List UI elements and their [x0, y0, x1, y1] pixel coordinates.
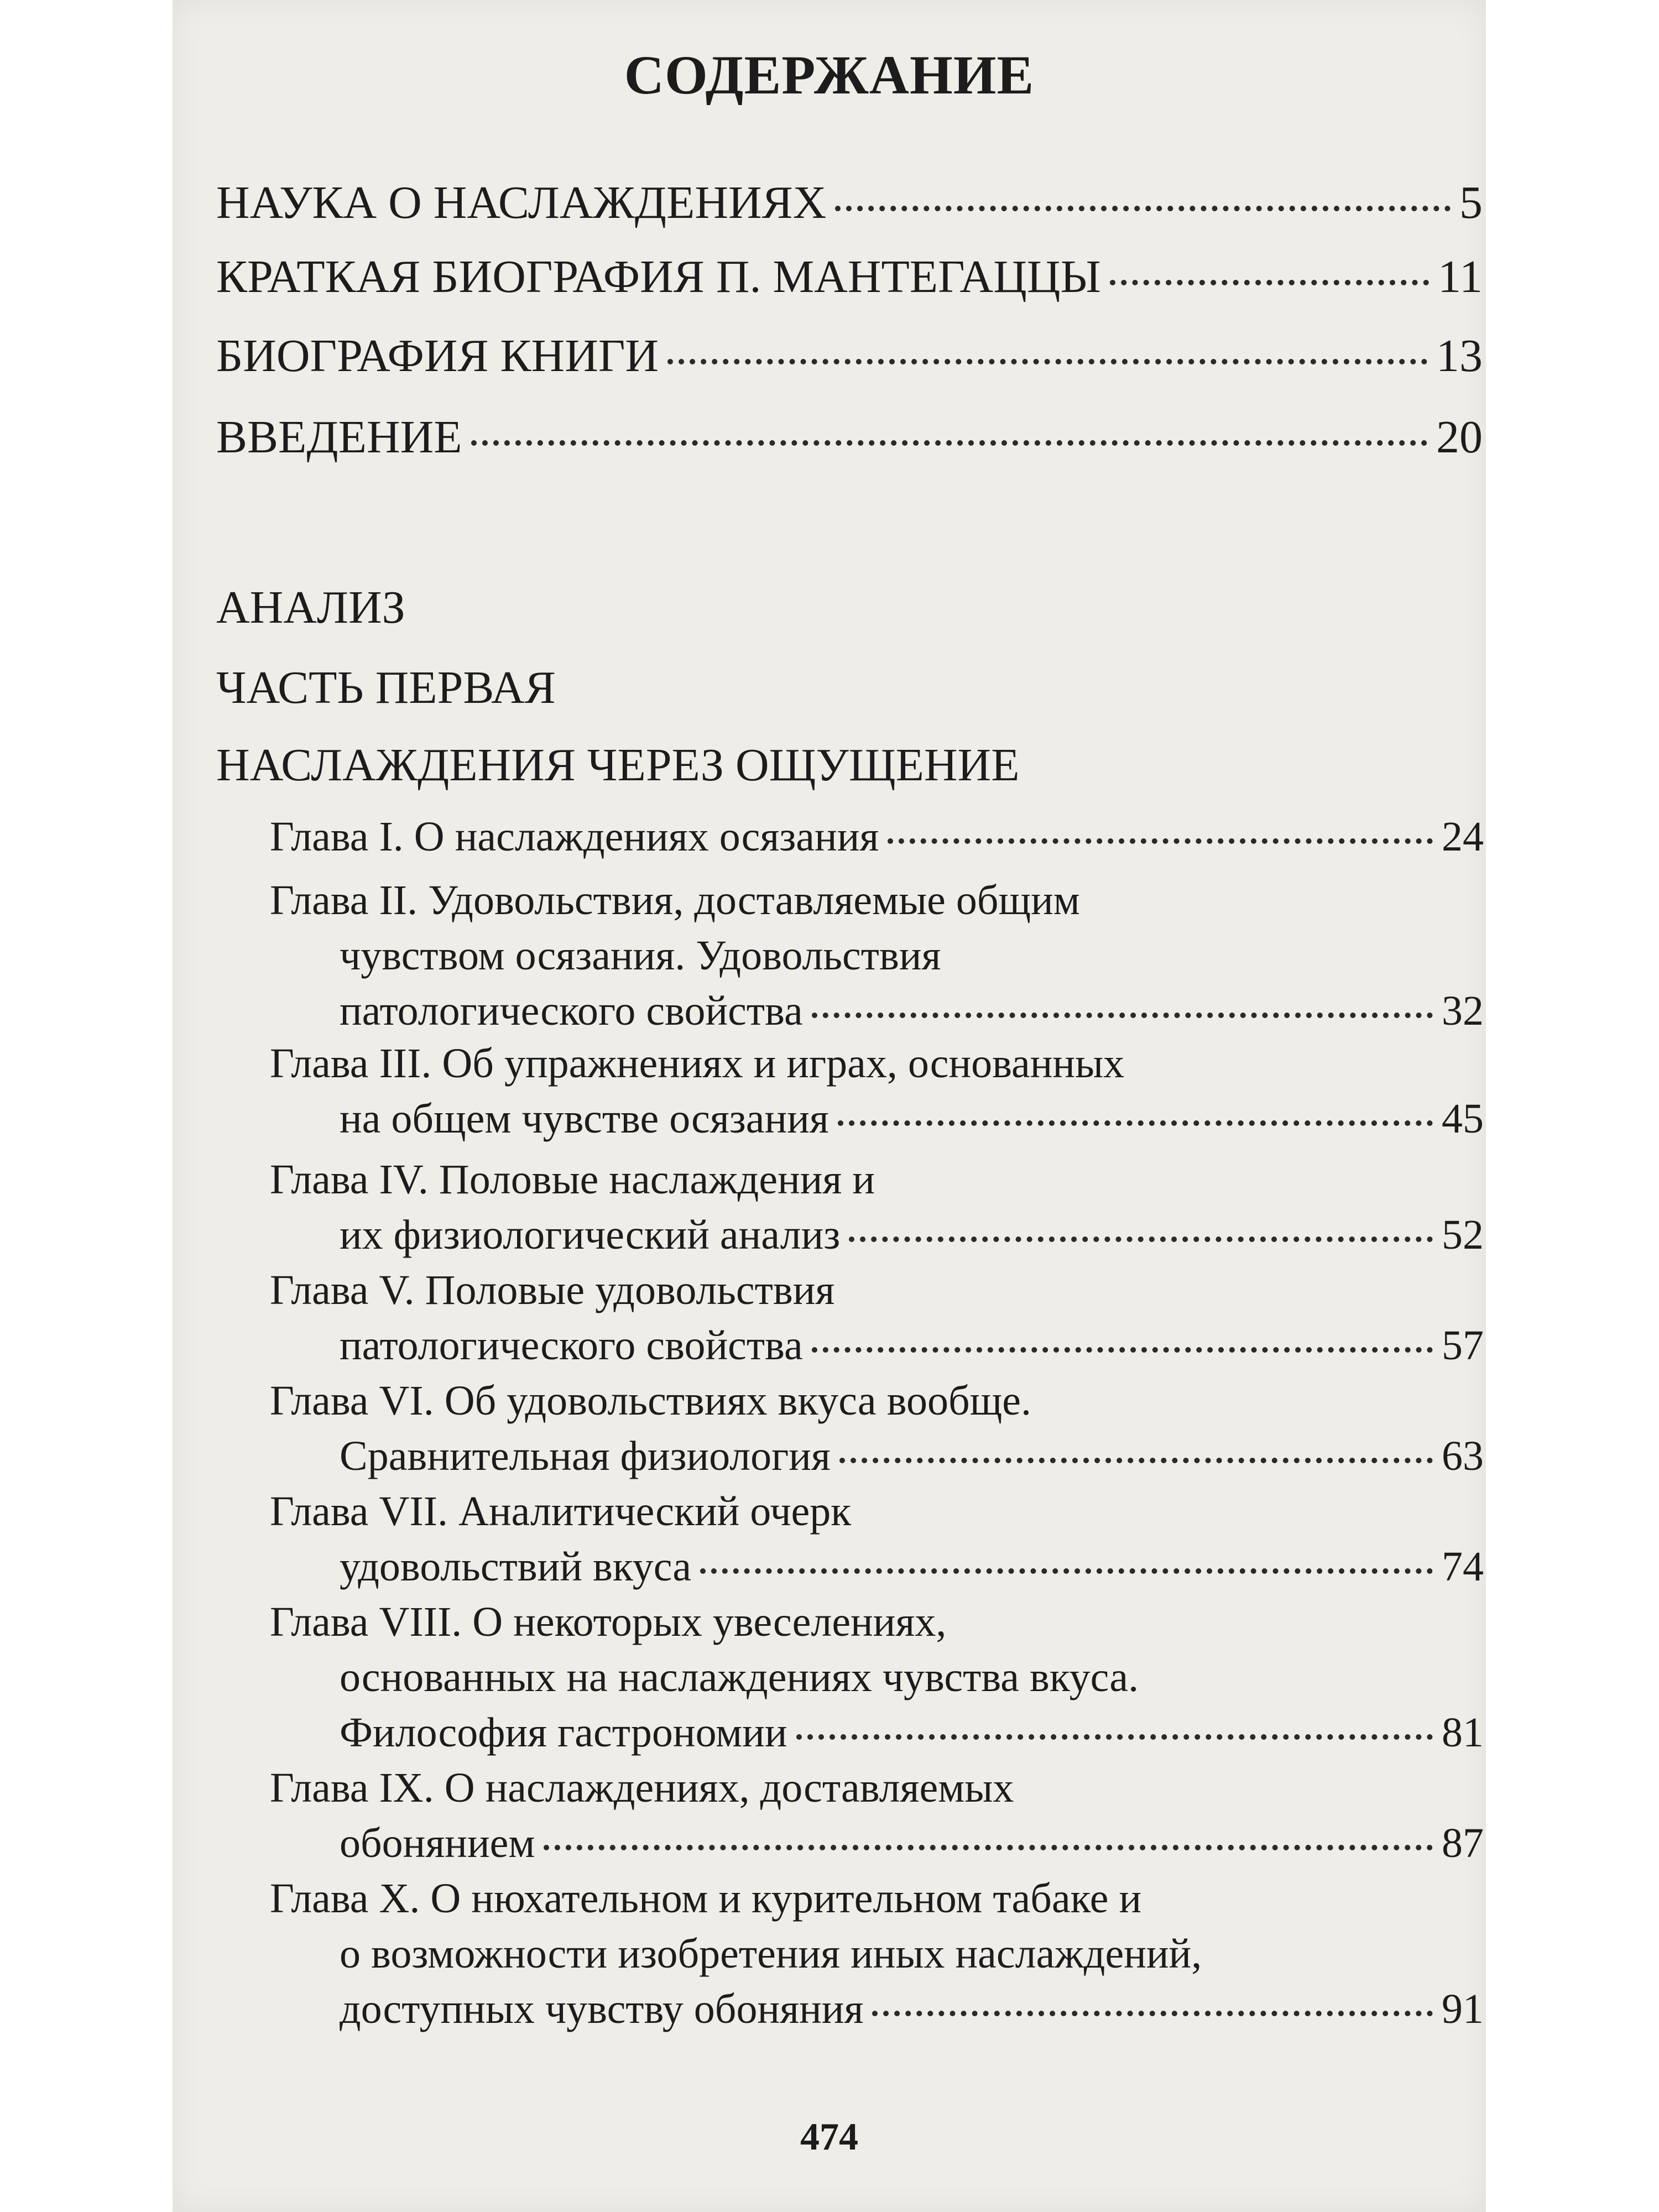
dot-leader [812, 1347, 1433, 1353]
toc-entry-last-line[interactable] [340, 1543, 1484, 1591]
toc-page-number: 20 [1436, 411, 1483, 463]
toc-page-number: 11 [1438, 251, 1483, 302]
toc-entry-continuation: на общем чувстве осязания [340, 1095, 829, 1142]
toc-entry-last-line[interactable] [340, 1985, 1484, 2033]
toc-entry-last-line[interactable] [340, 1211, 1484, 1259]
dot-leader [849, 1237, 1433, 1242]
toc-entry-title[interactable]: Глава III. Об упражнениях и играх, основанных [270, 1040, 1125, 1087]
toc-entry-last-line[interactable] [340, 1432, 1484, 1480]
toc-page-number: 87 [1442, 1820, 1484, 1866]
toc-entry-continuation: Философия гастрономии [340, 1709, 787, 1756]
toc-entry-continuation: их физиологический анализ [340, 1212, 841, 1258]
toc-entry-title[interactable]: Глава II. Удовольствия, доставляемые общим [270, 877, 1080, 924]
toc-entry-title[interactable]: Глава VI. Об удовольствиях вкуса вообще. [270, 1378, 1031, 1424]
toc-entry-title: НАУКА О НАСЛАЖДЕНИЯХ [216, 177, 827, 228]
dot-leader [471, 440, 1427, 446]
toc-entry[interactable] [216, 329, 1483, 383]
toc-entry-continuation: основанных на наслаждениях чувства вкуса. [340, 1654, 1139, 1700]
dot-leader [1110, 280, 1429, 285]
page-number-footer: 474 [800, 2116, 858, 2158]
toc-entry-title[interactable]: Глава VIII. О некоторых увеселениях, [270, 1599, 947, 1645]
part-heading: ЧАСТЬ ПЕРВАЯ [216, 662, 556, 713]
toc-entry-continuation: чувством осязания. Удовольствия [340, 932, 941, 979]
toc-entry-title: КРАТКАЯ БИОГРАФИЯ П. МАНТЕГАЦЦЫ [216, 251, 1101, 302]
toc-entry-title[interactable]: Глава IX. О наслаждениях, доставляемых [270, 1765, 1014, 1811]
section-heading: АНАЛИЗ [216, 582, 405, 633]
toc-entry[interactable] [270, 813, 1484, 861]
page-title: СОДЕРЖАНИЕ [624, 44, 1035, 106]
toc-entry-last-line[interactable] [340, 1709, 1484, 1757]
toc-entry-title[interactable]: Глава VII. Аналитический очерк [270, 1488, 852, 1535]
toc-page-number: 74 [1442, 1543, 1484, 1590]
toc-entry-continuation: Сравнительная физиология [340, 1433, 831, 1479]
toc-entry-continuation: патологического свойства [340, 988, 803, 1034]
toc-entry[interactable] [216, 176, 1483, 229]
toc-page-number: 91 [1442, 1986, 1484, 2032]
dot-leader [544, 1845, 1433, 1850]
toc-entry-title[interactable]: Глава X. О нюхательном и курительном табаке и [270, 1875, 1142, 1922]
toc-entry[interactable] [216, 410, 1483, 464]
toc-entry-continuation: обонянием [340, 1820, 535, 1866]
toc-entry-continuation: удовольствий вкуса [340, 1543, 692, 1590]
dot-leader [796, 1734, 1433, 1740]
toc-entry-title[interactable]: Глава V. Половые удовольствия [270, 1267, 835, 1313]
toc-entry-continuation: о возможности изобретения иных наслаждений, [340, 1931, 1202, 1977]
toc-entry-title[interactable]: Глава IV. Половые наслаждения и [270, 1156, 875, 1203]
toc-page-number: 52 [1442, 1212, 1484, 1258]
toc-page-number: 45 [1442, 1095, 1484, 1142]
toc-page-number: 13 [1436, 330, 1483, 382]
toc-entry-continuation: доступных чувству обоняния [340, 1986, 864, 2032]
toc-page-number: 24 [1442, 813, 1484, 860]
dot-leader [667, 359, 1427, 364]
book-page [173, 0, 1486, 2212]
toc-entry-title: БИОГРАФИЯ КНИГИ [216, 330, 659, 382]
dot-leader [812, 1013, 1433, 1018]
toc-page-number: 5 [1459, 177, 1483, 228]
toc-entry-last-line[interactable] [340, 1819, 1484, 1867]
dot-leader [700, 1568, 1433, 1574]
toc-entry-last-line[interactable] [340, 987, 1484, 1035]
dot-leader [872, 2011, 1433, 2016]
toc-page-number: 32 [1442, 988, 1484, 1034]
toc-entry-title: ВВЕДЕНИЕ [216, 411, 462, 463]
toc-page-number: 63 [1442, 1433, 1484, 1479]
subsection-heading: НАСЛАЖДЕНИЯ ЧЕРЕЗ ОЩУЩЕНИЕ [216, 739, 1020, 791]
toc-entry-last-line[interactable] [340, 1095, 1484, 1143]
dot-leader [835, 206, 1451, 211]
toc-page-number: 57 [1442, 1322, 1484, 1369]
toc-page-number: 81 [1442, 1709, 1484, 1756]
dot-leader [839, 1458, 1433, 1463]
toc-entry-last-line[interactable] [340, 1322, 1484, 1370]
toc-entry-continuation: патологического свойства [340, 1322, 803, 1369]
toc-entry-title: Глава I. О наслаждениях осязания [270, 813, 879, 860]
toc-entry[interactable] [216, 250, 1483, 304]
dot-leader [838, 1120, 1433, 1126]
dot-leader [888, 838, 1433, 844]
